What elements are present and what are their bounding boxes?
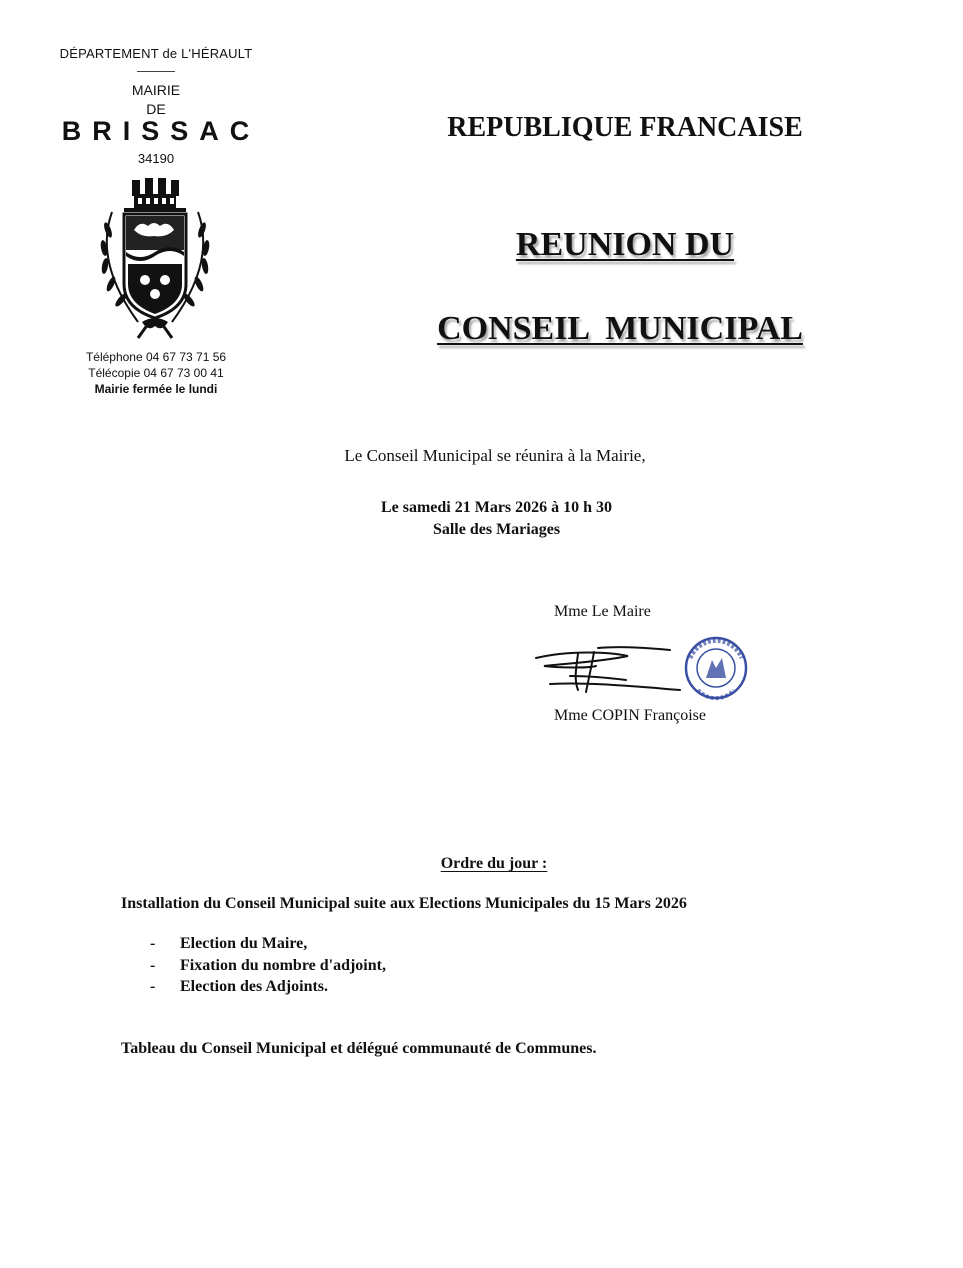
signatory-title: Mme Le Maire [554,603,651,620]
list-item-text: Fixation du nombre d'adjoint, [180,957,386,974]
bullet-dash: - [150,935,156,952]
divider [137,71,175,72]
list-item [150,935,307,953]
department-label: DÉPARTEMENT de L'HÉRAULT [59,46,253,61]
closed-notice: Mairie fermée le lundi [94,382,218,396]
meeting-room: Salle des Mariages [432,521,561,538]
republique-heading: REPUBLIQUE FRANCAISE [447,112,803,143]
agenda-closing-item: Tableau du Conseil Municipal et délégué communauté de Communes. [121,1040,597,1057]
meeting-intro: Le Conseil Municipal se réunira à la Mairie, [344,446,646,465]
signature-and-stamp [530,632,752,706]
de-label: DE [146,101,166,117]
bullet-dash: - [150,978,156,995]
mairie-label: MAIRIE [131,82,181,98]
agenda-heading: Ordre du jour : [440,855,548,872]
fax-number: Télécopie 04 67 73 00 41 [88,366,224,380]
phone-number: Téléphone 04 67 73 71 56 [85,350,227,364]
bullet-dash: - [150,957,156,974]
meeting-date: Le samedi 21 Mars 2026 à 10 h 30 [380,499,613,516]
agenda-main-item: Installation du Conseil Municipal suite aux Elections Municipales du 15 Mars 2026 [121,895,687,912]
postcode: 34190 [137,151,175,166]
list-item [150,957,386,975]
town-name: BRISSAC [61,116,261,146]
stamp-icon [686,638,746,698]
title-line-1: REUNION DU [515,226,735,263]
list-item-text: Election du Maire, [180,935,308,952]
signatory-name: Mme COPIN Françoise [554,707,706,724]
list-item-text: Election des Adjoints. [180,978,329,995]
title-line-2: CONSEIL MUNICIPAL [437,310,803,347]
list-item [150,978,328,996]
coat-of-arms-icon [82,172,228,342]
